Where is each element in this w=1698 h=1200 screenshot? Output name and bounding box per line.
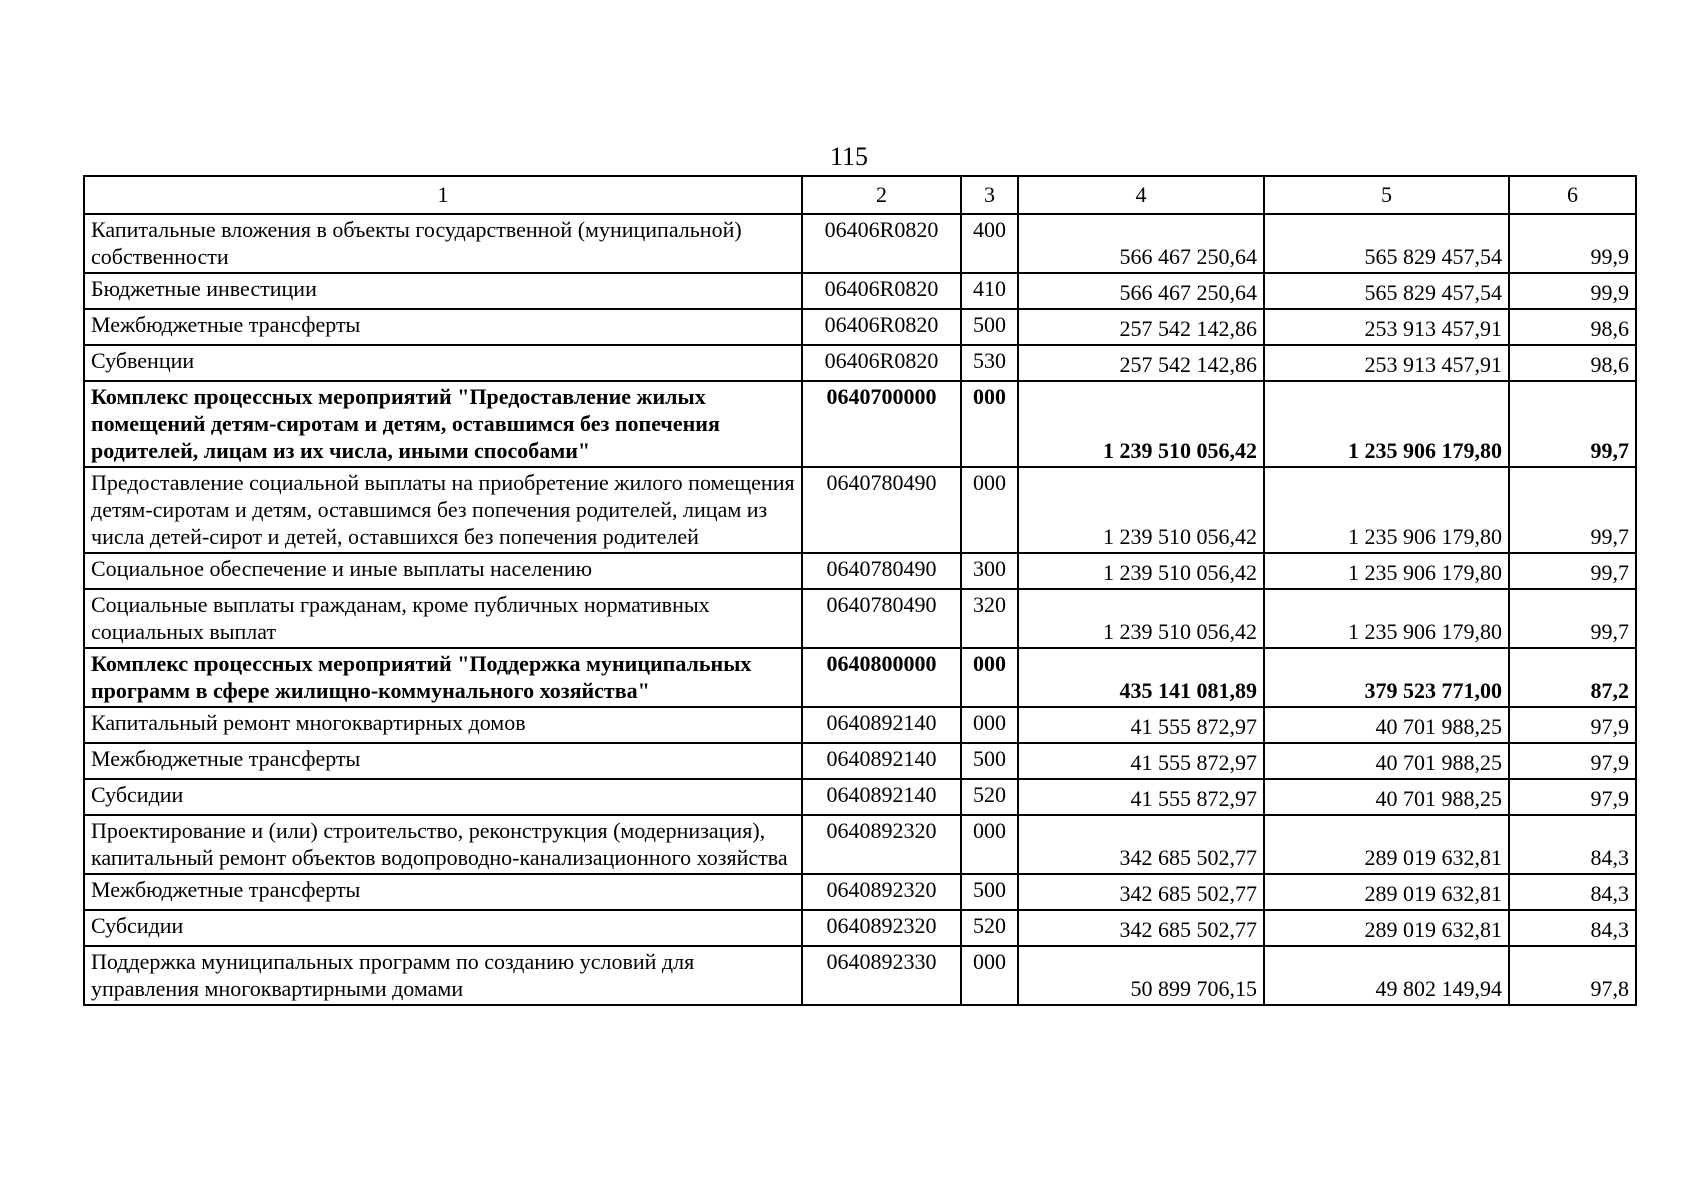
row-actual-amount-cell: 1 235 906 179,80 (1264, 589, 1509, 648)
row-name-cell: Капитальный ремонт многоквартирных домов (84, 707, 802, 743)
table-row (84, 345, 1636, 381)
row-percent-cell: 97,9 (1509, 707, 1636, 743)
column-header: 2 (802, 176, 961, 214)
row-code-cell: 0640892330 (802, 946, 961, 1005)
row-plan-amount-cell: 342 685 502,77 (1018, 815, 1264, 874)
row-code-cell: 0640800000 (802, 648, 961, 707)
row-plan-amount-cell: 50 899 706,15 (1018, 946, 1264, 1005)
row-name-cell: Социальные выплаты гражданам, кроме публичных нормативных социальных выплат (84, 589, 802, 648)
column-header: 4 (1018, 176, 1264, 214)
row-percent-cell: 97,9 (1509, 779, 1636, 815)
row-type-cell: 410 (961, 273, 1018, 309)
row-type-cell: 530 (961, 345, 1018, 381)
row-code-cell: 0640892140 (802, 707, 961, 743)
row-plan-amount-cell: 566 467 250,64 (1018, 214, 1264, 273)
row-code-cell: 0640892320 (802, 910, 961, 946)
row-percent-cell: 99,7 (1509, 381, 1636, 467)
table-row (84, 309, 1636, 345)
row-type-cell: 000 (961, 648, 1018, 707)
row-type-cell: 000 (961, 381, 1018, 467)
table-row (84, 946, 1636, 1005)
row-actual-amount-cell: 289 019 632,81 (1264, 815, 1509, 874)
row-code-cell: 0640780490 (802, 467, 961, 553)
row-name-cell: Межбюджетные трансферты (84, 874, 802, 910)
row-type-cell: 500 (961, 743, 1018, 779)
row-actual-amount-cell: 40 701 988,25 (1264, 779, 1509, 815)
row-plan-amount-cell: 342 685 502,77 (1018, 874, 1264, 910)
row-actual-amount-cell: 40 701 988,25 (1264, 707, 1509, 743)
row-name-cell: Предоставление социальной выплаты на приобретение жилого помещения детям-сиротам и детям, оставшимся без попечения родителей, лицам из числа детей-сирот и детей, оставшихся без попечения родителей (84, 467, 802, 553)
row-name-cell: Субвенции (84, 345, 802, 381)
row-plan-amount-cell: 435 141 081,89 (1018, 648, 1264, 707)
row-plan-amount-cell: 1 239 510 056,42 (1018, 467, 1264, 553)
table-row (84, 910, 1636, 946)
row-plan-amount-cell: 566 467 250,64 (1018, 273, 1264, 309)
row-code-cell: 0640700000 (802, 381, 961, 467)
row-name-cell: Капитальные вложения в объекты государственной (муниципальной) собственности (84, 214, 802, 273)
row-actual-amount-cell: 1 235 906 179,80 (1264, 381, 1509, 467)
row-actual-amount-cell: 49 802 149,94 (1264, 946, 1509, 1005)
row-percent-cell: 99,7 (1509, 553, 1636, 589)
row-plan-amount-cell: 41 555 872,97 (1018, 779, 1264, 815)
row-percent-cell: 87,2 (1509, 648, 1636, 707)
row-plan-amount-cell: 257 542 142,86 (1018, 345, 1264, 381)
table-row (84, 214, 1636, 273)
row-percent-cell: 99,9 (1509, 273, 1636, 309)
row-name-cell: Субсидии (84, 910, 802, 946)
table-row (84, 589, 1636, 648)
row-type-cell: 520 (961, 910, 1018, 946)
row-code-cell: 06406R0820 (802, 345, 961, 381)
row-type-cell: 400 (961, 214, 1018, 273)
row-type-cell: 300 (961, 553, 1018, 589)
page-number: 115 (829, 142, 869, 171)
row-code-cell: 06406R0820 (802, 273, 961, 309)
row-actual-amount-cell: 253 913 457,91 (1264, 345, 1509, 381)
row-percent-cell: 99,7 (1509, 467, 1636, 553)
row-code-cell: 06406R0820 (802, 309, 961, 345)
row-type-cell: 320 (961, 589, 1018, 648)
row-type-cell: 520 (961, 779, 1018, 815)
row-type-cell: 000 (961, 707, 1018, 743)
row-code-cell: 0640892320 (802, 874, 961, 910)
row-plan-amount-cell: 1 239 510 056,42 (1018, 553, 1264, 589)
row-actual-amount-cell: 1 235 906 179,80 (1264, 467, 1509, 553)
row-name-cell: Комплекс процессных мероприятий "Поддержка муниципальных программ в сфере жилищно-коммунального хозяйства" (84, 648, 802, 707)
table-row (84, 381, 1636, 467)
column-header: 5 (1264, 176, 1509, 214)
row-name-cell: Проектирование и (или) строительство, реконструкция (модернизация), капитальный ремонт объектов водопроводно-канализационного хозяйства (84, 815, 802, 874)
row-actual-amount-cell: 289 019 632,81 (1264, 910, 1509, 946)
row-percent-cell: 84,3 (1509, 815, 1636, 874)
row-actual-amount-cell: 289 019 632,81 (1264, 874, 1509, 910)
row-percent-cell: 97,8 (1509, 946, 1636, 1005)
table-header-row (84, 176, 1636, 214)
row-percent-cell: 84,3 (1509, 874, 1636, 910)
row-type-cell: 000 (961, 946, 1018, 1005)
row-plan-amount-cell: 41 555 872,97 (1018, 707, 1264, 743)
table-row (84, 273, 1636, 309)
table-row (84, 707, 1636, 743)
table-row (84, 874, 1636, 910)
row-type-cell: 000 (961, 467, 1018, 553)
row-actual-amount-cell: 565 829 457,54 (1264, 273, 1509, 309)
row-name-cell: Социальное обеспечение и иные выплаты населению (84, 553, 802, 589)
table-row (84, 815, 1636, 874)
row-plan-amount-cell: 41 555 872,97 (1018, 743, 1264, 779)
row-code-cell: 0640892140 (802, 779, 961, 815)
row-plan-amount-cell: 257 542 142,86 (1018, 309, 1264, 345)
row-code-cell: 0640780490 (802, 589, 961, 648)
row-percent-cell: 99,7 (1509, 589, 1636, 648)
row-code-cell: 0640892320 (802, 815, 961, 874)
table-row (84, 648, 1636, 707)
row-name-cell: Межбюджетные трансферты (84, 743, 802, 779)
column-header: 3 (961, 176, 1018, 214)
row-actual-amount-cell: 565 829 457,54 (1264, 214, 1509, 273)
row-name-cell: Субсидии (84, 779, 802, 815)
budget-table (83, 175, 1637, 1006)
table-row (84, 743, 1636, 779)
row-name-cell: Комплекс процессных мероприятий "Предоставление жилых помещений детям-сиротам и детям, оставшимся без попечения родителей, лицам из их числа, иными способами" (84, 381, 802, 467)
row-type-cell: 000 (961, 815, 1018, 874)
row-actual-amount-cell: 40 701 988,25 (1264, 743, 1509, 779)
row-percent-cell: 97,9 (1509, 743, 1636, 779)
row-actual-amount-cell: 379 523 771,00 (1264, 648, 1509, 707)
row-percent-cell: 99,9 (1509, 214, 1636, 273)
row-code-cell: 06406R0820 (802, 214, 961, 273)
row-code-cell: 0640892140 (802, 743, 961, 779)
row-plan-amount-cell: 1 239 510 056,42 (1018, 589, 1264, 648)
column-header: 6 (1509, 176, 1636, 214)
row-name-cell: Поддержка муниципальных программ по созданию условий для управления многоквартирными домами (84, 946, 802, 1005)
table-row (84, 553, 1636, 589)
row-plan-amount-cell: 342 685 502,77 (1018, 910, 1264, 946)
row-percent-cell: 84,3 (1509, 910, 1636, 946)
row-plan-amount-cell: 1 239 510 056,42 (1018, 381, 1264, 467)
row-actual-amount-cell: 253 913 457,91 (1264, 309, 1509, 345)
row-actual-amount-cell: 1 235 906 179,80 (1264, 553, 1509, 589)
row-type-cell: 500 (961, 874, 1018, 910)
row-name-cell: Межбюджетные трансферты (84, 309, 802, 345)
row-name-cell: Бюджетные инвестиции (84, 273, 802, 309)
row-percent-cell: 98,6 (1509, 309, 1636, 345)
row-percent-cell: 98,6 (1509, 345, 1636, 381)
row-code-cell: 0640780490 (802, 553, 961, 589)
table-row (84, 779, 1636, 815)
column-header: 1 (84, 176, 802, 214)
row-type-cell: 500 (961, 309, 1018, 345)
table-row (84, 467, 1636, 553)
